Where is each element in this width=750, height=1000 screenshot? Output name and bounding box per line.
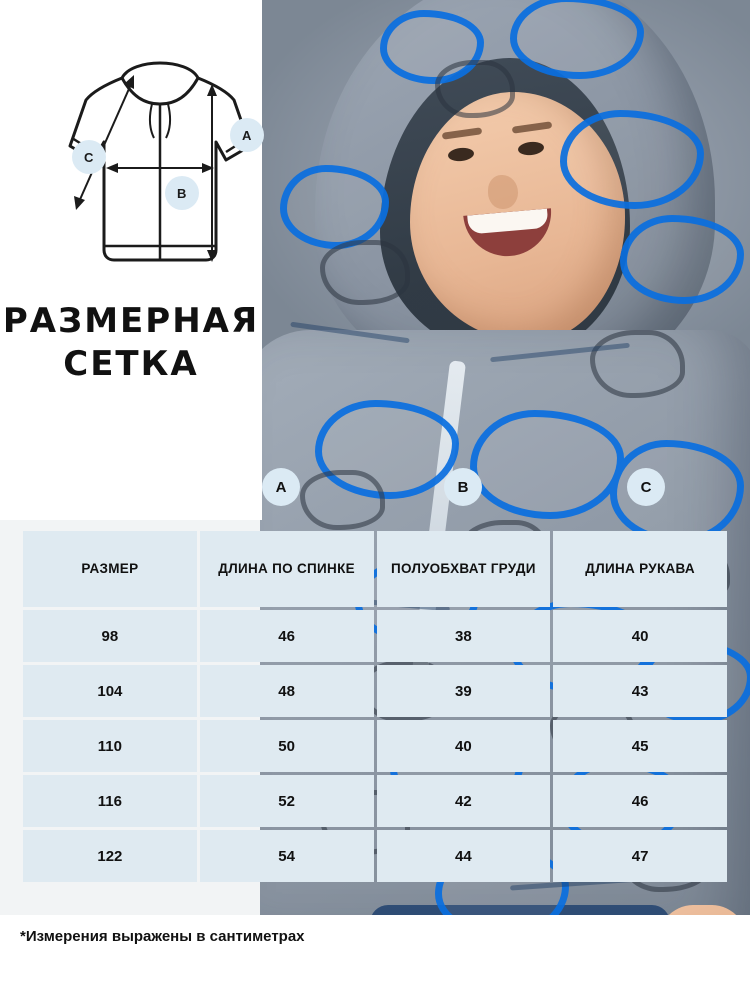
cell-sleeve-length: 40 xyxy=(553,610,727,662)
table-row xyxy=(23,665,727,717)
column-header-size: РАЗМЕР xyxy=(23,531,197,607)
page-title-line1: РАЗМЕРНАЯ xyxy=(2,301,260,341)
column-badge-c: C xyxy=(627,468,665,506)
column-header-back-length: ДЛИНА ПО СПИНКЕ xyxy=(200,531,374,607)
diagram-badge-a: A xyxy=(230,118,264,152)
cell-size: 98 xyxy=(23,610,197,662)
table-header-row xyxy=(23,531,727,607)
diagram-badge-c: C xyxy=(72,140,106,174)
cell-half-chest: 40 xyxy=(377,720,551,772)
cell-back-length: 54 xyxy=(200,830,374,882)
column-badge-b: B xyxy=(444,468,482,506)
cell-size: 116 xyxy=(23,775,197,827)
cell-half-chest: 38 xyxy=(377,610,551,662)
cell-size: 104 xyxy=(23,665,197,717)
cell-size: 122 xyxy=(23,830,197,882)
cell-sleeve-length: 43 xyxy=(553,665,727,717)
cell-back-length: 48 xyxy=(200,665,374,717)
table-row xyxy=(23,775,727,827)
page-title-line2: СЕТКА xyxy=(63,343,199,384)
size-table xyxy=(20,528,730,885)
cell-sleeve-length: 45 xyxy=(553,720,727,772)
cell-half-chest: 44 xyxy=(377,830,551,882)
cell-back-length: 52 xyxy=(200,775,374,827)
table-row xyxy=(23,830,727,882)
column-badge-a: A xyxy=(262,468,300,506)
cell-back-length: 46 xyxy=(200,610,374,662)
table-row xyxy=(23,610,727,662)
cell-sleeve-length: 47 xyxy=(553,830,727,882)
diagram-badge-b: B xyxy=(165,176,199,210)
footnote: *Измерения выражены в сантиметрах xyxy=(20,928,305,945)
cell-sleeve-length: 46 xyxy=(553,775,727,827)
cell-size: 110 xyxy=(23,720,197,772)
cell-half-chest: 42 xyxy=(377,775,551,827)
page-title xyxy=(0,300,262,385)
cell-back-length: 50 xyxy=(200,720,374,772)
table-row xyxy=(23,720,727,772)
column-header-sleeve-length: ДЛИНА РУКАВА xyxy=(553,531,727,607)
cell-half-chest: 39 xyxy=(377,665,551,717)
column-header-half-chest: ПОЛУОБХВАТ ГРУДИ xyxy=(377,531,551,607)
left-panel xyxy=(0,0,262,520)
